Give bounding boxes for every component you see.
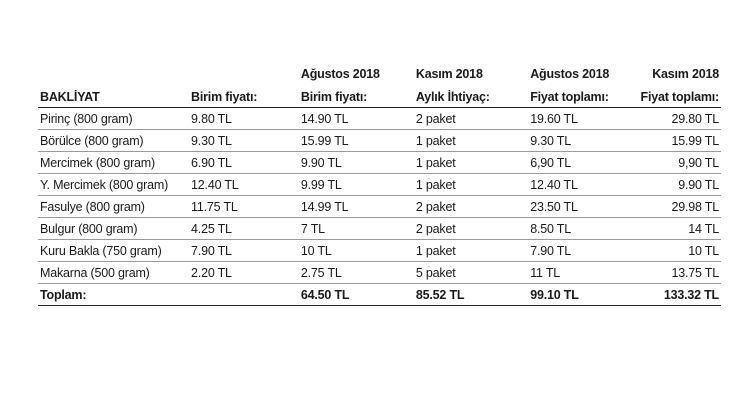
total-unit-aug: 64.50 TL — [299, 284, 414, 306]
total-unit-nov: 85.52 TL — [414, 284, 528, 306]
unit-price-aug-2018: 9.90 TL — [299, 152, 414, 174]
total-nov: 29.80 TL — [622, 108, 721, 130]
total-aug: 23.50 TL — [528, 196, 622, 218]
total-nov: 9,90 TL — [622, 152, 721, 174]
unit-price-aug-2018: 2.75 TL — [299, 262, 414, 284]
total-sum-aug: 99.10 TL — [528, 284, 622, 306]
unit-price-aug: 4.25 TL — [189, 218, 299, 240]
column-header: Aylık İhtiyaç: — [414, 86, 528, 108]
total-nov: 9.90 TL — [622, 174, 721, 196]
item-name: Y. Mercimek (800 gram) — [38, 174, 189, 196]
unit-price-aug-2018: 7 TL — [299, 218, 414, 240]
total-nov: 15.99 TL — [622, 130, 721, 152]
table-row — [38, 218, 721, 240]
header-top-cell: Ağustos 2018 — [300, 67, 380, 81]
table-row — [38, 152, 721, 174]
unit-price-aug: 7.90 TL — [189, 240, 299, 262]
item-name: Bulgur (800 gram) — [38, 218, 189, 240]
item-name: Makarna (500 gram) — [38, 262, 189, 284]
total-cell — [189, 284, 299, 306]
header-row-period — [38, 62, 721, 86]
total-aug: 12.40 TL — [528, 174, 622, 196]
column-header: Fiyat toplamı: — [622, 86, 721, 108]
unit-price-aug: 2.20 TL — [189, 262, 299, 284]
unit-price-aug-2018: 14.90 TL — [299, 108, 414, 130]
table-row — [38, 240, 721, 262]
monthly-need: 2 paket — [414, 196, 528, 218]
table-row — [38, 196, 721, 218]
monthly-need: 1 paket — [414, 174, 528, 196]
column-header: Fiyat toplamı: — [528, 86, 622, 108]
item-name: Fasulye (800 gram) — [38, 196, 189, 218]
header-row — [38, 86, 721, 108]
total-nov: 10 TL — [622, 240, 721, 262]
item-name: Pirinç (800 gram) — [38, 108, 189, 130]
unit-price-aug-2018: 10 TL — [299, 240, 414, 262]
total-aug: 9.30 TL — [528, 130, 622, 152]
table-row — [38, 108, 721, 130]
unit-price-aug: 9.30 TL — [189, 130, 299, 152]
total-label: Toplam: — [38, 284, 189, 306]
total-aug: 11 TL — [528, 262, 622, 284]
column-header: Birim fiyatı: — [189, 86, 299, 108]
total-nov: 14 TL — [622, 218, 721, 240]
unit-price-aug-2018: 9.99 TL — [299, 174, 414, 196]
table-row — [38, 174, 721, 196]
unit-price-aug: 6.90 TL — [189, 152, 299, 174]
total-nov: 29.98 TL — [622, 196, 721, 218]
header-top-cell: Kasım 2018 — [652, 67, 719, 81]
unit-price-aug-2018: 15.99 TL — [299, 130, 414, 152]
total-aug: 8.50 TL — [528, 218, 622, 240]
total-aug: 19.60 TL — [528, 108, 622, 130]
unit-price-aug: 12.40 TL — [189, 174, 299, 196]
column-header: Birim fiyatı: — [299, 86, 414, 108]
monthly-need: 1 paket — [414, 152, 528, 174]
column-header: BAKLİYAT — [38, 86, 189, 108]
total-sum-nov: 133.32 TL — [622, 284, 721, 306]
unit-price-aug: 11.75 TL — [189, 196, 299, 218]
unit-price-aug: 9.80 TL — [189, 108, 299, 130]
total-row — [38, 284, 721, 306]
total-aug: 6,90 TL — [528, 152, 622, 174]
table-row — [38, 130, 721, 152]
table-row — [38, 262, 721, 284]
total-nov: 13.75 TL — [622, 262, 721, 284]
monthly-need: 1 paket — [414, 240, 528, 262]
monthly-need: 2 paket — [414, 108, 528, 130]
header-top-cell: Ağustos 2018 — [530, 67, 610, 81]
monthly-need: 2 paket — [414, 218, 528, 240]
header-top-cell — [38, 62, 189, 86]
item-name: Mercimek (800 gram) — [38, 152, 189, 174]
header-top-cell — [189, 62, 299, 86]
header-top-cell: Kasım 2018 — [415, 67, 483, 81]
monthly-need: 1 paket — [414, 130, 528, 152]
item-name: Kuru Bakla (750 gram) — [38, 240, 189, 262]
total-aug: 7.90 TL — [528, 240, 622, 262]
item-name: Börülce (800 gram) — [38, 130, 189, 152]
monthly-need: 5 paket — [414, 262, 528, 284]
unit-price-aug-2018: 14.99 TL — [299, 196, 414, 218]
price-table — [38, 62, 721, 306]
